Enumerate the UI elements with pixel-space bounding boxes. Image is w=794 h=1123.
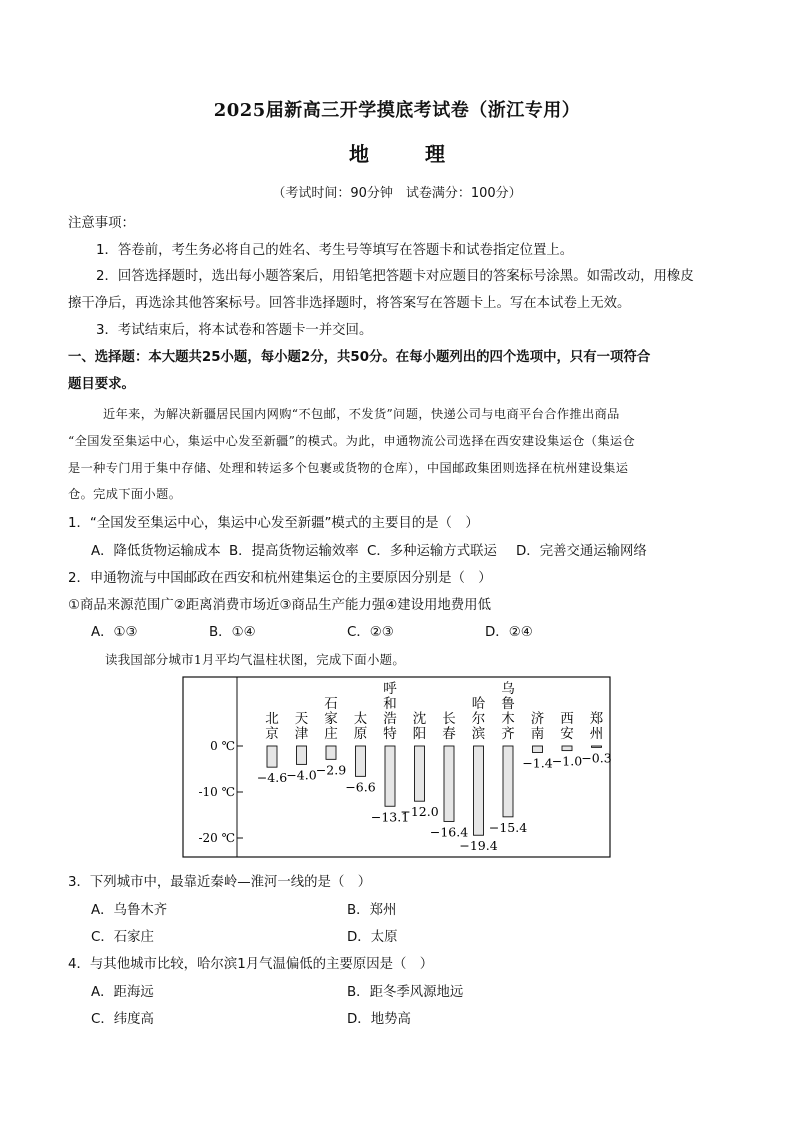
section-1-heading-cont: 题目要求。: [68, 377, 135, 392]
category-label: 哈尔滨: [471, 696, 486, 742]
bar-4: [385, 746, 395, 806]
bar-0: [267, 746, 277, 767]
note-2-line-2: 擦干净后，再选涂其他答案标号。回答非选择题时，将答案写在答题卡上。写在本试卷上无效。: [68, 296, 631, 311]
passage-line-4: 仓。完成下面小题。: [68, 487, 182, 501]
bar-6: [444, 746, 454, 821]
value-label: −0.3: [581, 750, 612, 766]
value-label: −12.0: [400, 804, 439, 820]
question-1-stem: 1．“全国发至集运中心，集运中心发至新疆”模式的主要目的是（ ）: [68, 516, 479, 531]
notes-heading: 注意事项：: [68, 216, 135, 231]
value-label: −4.0: [286, 767, 317, 783]
question-2-option-c: C．②③: [347, 625, 394, 640]
passage-line-3: 是一种专门用于集中存储、处理和转运多个包裹或货物的仓库），中国邮政集团则选择在杭州建设集运: [68, 461, 629, 475]
bar-1: [297, 746, 307, 764]
question-3-option-d: D．太原: [347, 930, 398, 945]
value-label: −1.4: [522, 755, 553, 771]
bar-7: [474, 746, 484, 835]
value-label: −19.4: [459, 838, 498, 854]
value-label: −15.4: [488, 819, 528, 835]
question-2-items: ①商品来源范围广②距离消费市场近③商品生产能力强④建设用地费用低: [68, 598, 491, 613]
category-label: 石家庄: [324, 696, 338, 742]
note-1: 1．答卷前，考生务必将自己的姓名、考生号等填写在答题卡和试卷指定位置上。: [96, 243, 574, 258]
y-tick-label: 0 ℃: [210, 739, 235, 753]
category-label: 西安: [560, 711, 574, 742]
subject-char-1: 地: [349, 142, 369, 166]
question-1-option-b: B．提高货物运输效率: [229, 544, 359, 559]
chart-intro: 读我国部分城市1月平均气温柱状图，完成下面小题。: [105, 652, 406, 667]
question-4-option-c: C．纬度高: [91, 1012, 154, 1027]
category-label: 乌鲁木齐: [501, 681, 515, 742]
value-label: −6.6: [345, 779, 376, 795]
y-tick-label: -10 ℃: [198, 785, 235, 799]
bar-3: [356, 746, 366, 776]
bar-8: [503, 746, 513, 817]
temperature-bar-chart: [182, 676, 612, 860]
section-1-heading: 一、选择题：本大题共25小题，每小题2分，共50分。在每小题列出的四个选项中，只有一项符合: [68, 350, 651, 365]
question-4-option-a: A．距海远: [91, 985, 154, 1000]
value-label: −16.4: [429, 824, 469, 840]
category-label: 沈阳: [412, 711, 427, 742]
question-1-option-a: A．降低货物运输成本: [91, 544, 221, 559]
value-label: −1.0: [551, 753, 583, 769]
category-label: 长春: [442, 711, 456, 742]
question-3-option-a: A．乌鲁木齐: [91, 903, 168, 918]
subject-title: [0, 138, 794, 167]
value-label: −13.1: [370, 809, 410, 825]
bar-9: [533, 746, 543, 752]
subject-char-2: 理: [425, 142, 445, 166]
bar-5: [415, 746, 425, 801]
category-label: 北京: [265, 711, 279, 742]
question-2-option-b: B．①④: [209, 625, 256, 640]
bar-11: [592, 746, 602, 747]
question-4-option-d: D．地势高: [347, 1012, 411, 1027]
category-label: 郑州: [589, 711, 604, 742]
exam-info: （考试时间：90分钟 试卷满分：100分）: [272, 186, 522, 201]
question-2-stem: 2．申通物流与中国邮政在西安和杭州建集运仓的主要原因分别是（ ）: [68, 571, 492, 586]
question-2-option-d: D．②④: [485, 625, 533, 640]
passage-line-2: “全国发至集运中心，集运中心发至新疆”的模式。为此，申通物流公司选择在西安建设集运仓（集运仓: [68, 434, 636, 448]
question-3-option-c: C．石家庄: [91, 930, 154, 945]
y-tick-label: -20 ℃: [198, 831, 235, 845]
value-label: −2.9: [315, 762, 347, 778]
question-4-stem: 4．与其他城市比较，哈尔滨1月气温偏低的主要原因是（ ）: [68, 957, 434, 972]
question-4-option-b: B．距冬季风源地远: [347, 985, 464, 1000]
category-label: 呼和浩特: [383, 681, 397, 742]
question-3-option-b: B．郑州: [347, 903, 397, 918]
passage-line-1: 近年来，为解决新疆居民国内网购“不包邮，不发货”问题，快递公司与电商平台合作推出商品: [103, 407, 620, 421]
question-1-option-c: C．多种运输方式联运: [367, 544, 497, 559]
note-2-line-1: 2．回答选择题时，选出每小题答案后，用铅笔把答题卡对应题目的答案标号涂黑。如需改动，用橡皮: [96, 269, 694, 284]
category-label: 济南: [530, 711, 545, 742]
question-2-option-a: A．①③: [91, 625, 138, 640]
exam-title: 2025届新高三开学摸底考试卷（浙江专用）: [213, 100, 581, 121]
note-3: 3．考试结束后，将本试卷和答题卡一并交回。: [96, 323, 373, 338]
category-label: 太原: [353, 711, 368, 742]
question-3-stem: 3．下列城市中，最靠近秦岭—淮河一线的是（ ）: [68, 875, 372, 890]
question-1-option-d: D．完善交通运输网络: [516, 544, 647, 559]
category-label: 天津: [294, 711, 309, 742]
value-label: −4.6: [256, 770, 288, 786]
bar-10: [562, 746, 572, 751]
bar-2: [326, 746, 336, 759]
